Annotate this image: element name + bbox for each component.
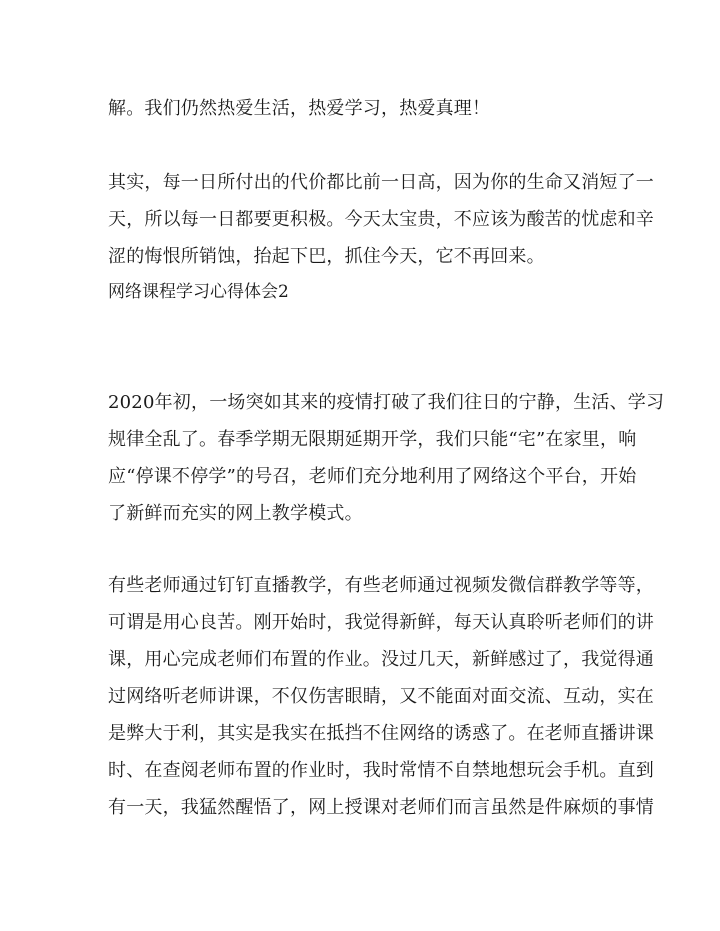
- section-heading: 网络课程学习心得体会2: [108, 282, 289, 302]
- paragraph-line: 解。我们仍然热爱生活，热爱学习，热爱真理！: [108, 98, 491, 119]
- paragraph-line: 了新鲜而充实的网上教学模式。: [108, 503, 363, 524]
- paragraph-line: 天，所以每一日都要更积极。今天太宝贵，不应该为酸苦的忧虑和辛: [108, 209, 654, 230]
- paragraph-line: 有一天，我猛然醒悟了，网上授课对老师们而言虽然是件麻烦的事情: [108, 797, 654, 818]
- paragraph-line: 2020年初，一场突如其来的疫情打破了我们往日的宁静，生活、学习: [108, 392, 665, 413]
- paragraph-line: 过网络听老师讲课，不仅伤害眼睛，又不能面对面交流、互动，实在: [108, 686, 654, 707]
- paragraph-line: 时、在查阅老师布置的作业时，我时常情不自禁地想玩会手机。直到: [108, 760, 654, 781]
- paragraph-line: 应“停课不停学”的号召，老师们充分地利用了网络这个平台，开始: [108, 466, 637, 487]
- paragraph-line: 有些老师通过钉钉直播教学，有些老师通过视频发微信群教学等等，: [108, 575, 654, 596]
- paragraph-line: 课，用心完成老师们布置的作业。没过几天，新鲜感过了，我觉得通: [108, 649, 654, 670]
- paragraph-line: 是弊大于利，其实是我实在抵挡不住网络的诱惑了。在老师直播讲课: [108, 723, 654, 744]
- paragraph-line: 可谓是用心良苦。刚开始时，我觉得新鲜，每天认真聆听老师们的讲: [108, 612, 654, 633]
- paragraph-line: 涩的悔恨所销蚀，抬起下巴，抓住今天，它不再回来。: [108, 246, 545, 267]
- paragraph-line: 其实，每一日所付出的代价都比前一日高，因为你的生命又消短了一: [108, 172, 654, 193]
- paragraph-line: 规律全乱了。春季学期无限期延期开学，我们只能“宅”在家里，响: [108, 429, 637, 450]
